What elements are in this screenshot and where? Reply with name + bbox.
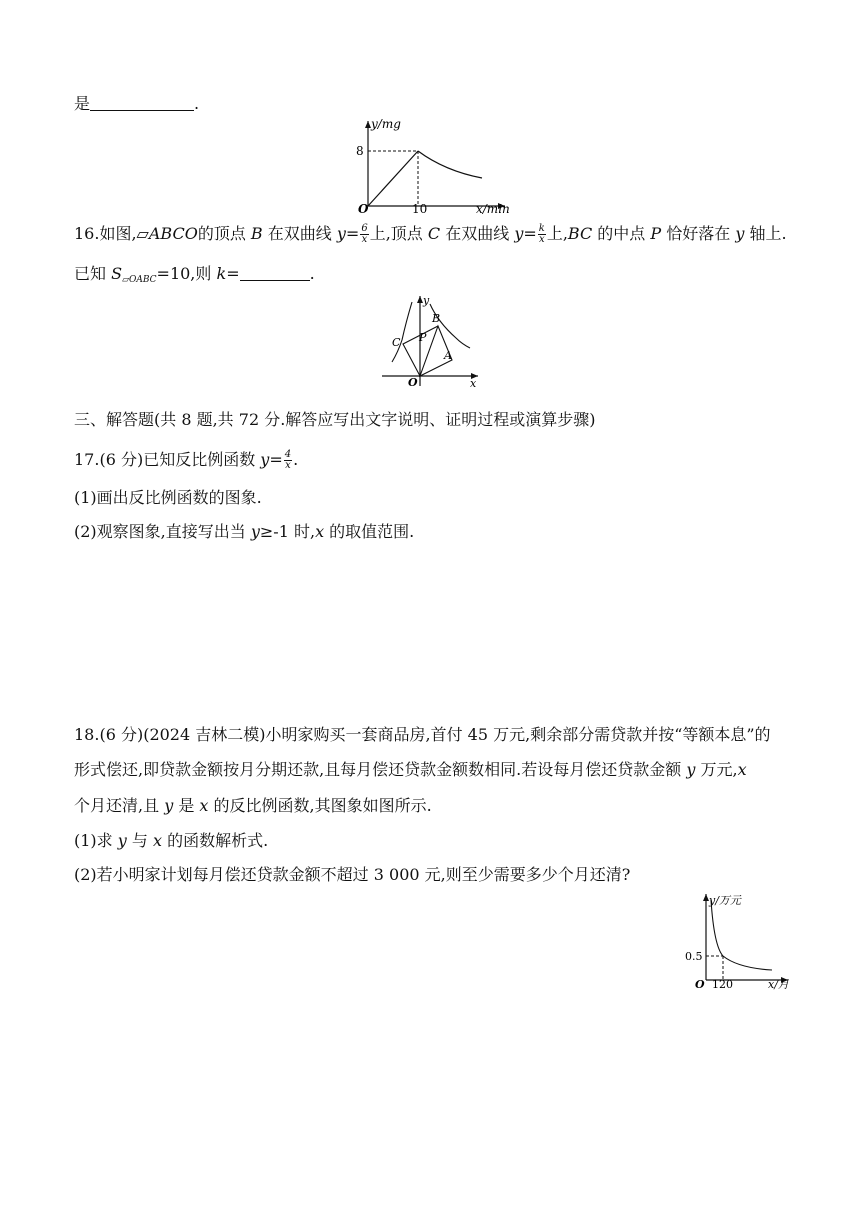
q18-var-y: y (686, 760, 696, 779)
q18-line1: 18.(6 分)(2024 吉林二模)小明家购买一套商品房,首付 45 万元,剩余部分需贷款并按“等额本息”的 (74, 725, 771, 744)
q16-text: 已知 (74, 264, 112, 283)
q18-text: 是 (173, 796, 200, 815)
q18-figure (680, 888, 795, 996)
q16-equals: = (523, 224, 537, 243)
q16-var-y: y (336, 224, 346, 243)
section-3-heading: 三、解答题(共 8 题,共 72 分.解答应写出文字说明、证明过程或演算步骤) (74, 410, 596, 429)
q18-var-x: x (153, 831, 163, 850)
q18-text: 形式偿还,即贷款金额按月分期还款,且每月偿还贷款金额数相同.若设每月偿还贷款金额 (74, 760, 687, 779)
q18-part1 (74, 831, 268, 851)
q17-equals: = (269, 450, 283, 469)
q15-prefix: 是 (74, 94, 91, 113)
q15-suffix: . (194, 94, 200, 113)
q16-text: . (309, 264, 315, 283)
q18-var-y: y (164, 796, 174, 815)
q17-part2 (74, 522, 414, 542)
q18-x-label: x/月 (768, 978, 789, 991)
fraction-denominator: x (538, 234, 545, 245)
q16-point-c: C (427, 224, 441, 243)
q16-fraction-k-over-x (538, 224, 546, 245)
q15-decay-curve (418, 151, 482, 178)
q16-text: 的顶点 (197, 224, 251, 243)
q16-var-y: y (735, 224, 745, 243)
q18-text: 的函数解析式. (162, 831, 269, 850)
q15-rise-segment (368, 151, 418, 206)
fraction-numerator: k (538, 223, 545, 234)
q17-text: ≥-1 时, (259, 522, 316, 541)
fraction-denominator: x (361, 234, 368, 245)
q16-text: 在双曲线 (262, 224, 337, 243)
q16-equals: = (226, 264, 240, 283)
q16-y-label: y (423, 294, 430, 307)
q16-fraction-6-over-x (360, 224, 368, 245)
q16-text: 16.如图,▱ (74, 224, 149, 243)
q18-line2 (74, 760, 747, 780)
q16-line1 (74, 224, 787, 245)
q16-var-k: k (216, 264, 227, 283)
fraction-numerator: 4 (284, 449, 292, 460)
q15-y-tick: 8 (356, 144, 364, 158)
q18-y-label: y/万元 (709, 894, 741, 907)
q16-line2 (74, 264, 315, 290)
q16-origin: O (408, 376, 418, 389)
q17-text: (2)观察图象,直接写出当 (74, 522, 251, 541)
q18-var-x: x (199, 796, 209, 815)
q16-segment-bc: BC (567, 224, 593, 243)
q17-stem (74, 450, 298, 471)
q16-parallelogram-name: ABCO (148, 224, 198, 243)
q16-text: 上,顶点 (369, 224, 428, 243)
q16-equals: = (345, 224, 360, 243)
q16-text: 恰好落在 (661, 224, 736, 243)
q18-var-y: y (117, 831, 127, 850)
q16-hyperbola-right (430, 304, 470, 348)
q16-hyperbola-left (392, 302, 412, 362)
q18-part2: (2)若小明家计划每月偿还贷款金额不超过 3 000 元,则至少需要多少个月还清? (74, 865, 631, 884)
fraction-denominator: x (285, 460, 291, 471)
q17-var-y: y (250, 522, 260, 541)
q15-figure (340, 116, 510, 214)
q16-text: =10,则 (156, 264, 217, 283)
fraction-numerator: 6 (361, 223, 368, 234)
q18-x-tick: 120 (712, 978, 733, 991)
q16-text: 上, (546, 224, 568, 243)
q17-part1: (1)画出反比例函数的图象. (74, 488, 262, 507)
q15-x-label: x/min (476, 202, 510, 214)
q16-answer-blank[interactable] (240, 264, 310, 281)
q16-label-a: A (444, 349, 452, 362)
q18-text: 个月还清,且 (74, 796, 165, 815)
q16-label-c: C (392, 336, 401, 349)
q16-x-label: x (470, 377, 477, 390)
q18-origin: O (695, 978, 705, 991)
q16-figure (378, 292, 486, 390)
q17-fraction-4-over-x (284, 450, 292, 471)
q15-origin: O (358, 202, 369, 214)
q17-var-y: y (260, 450, 270, 469)
q15-y-label: y/mg (371, 117, 401, 131)
q18-text: (1)求 (74, 831, 118, 850)
q17-text: 17.(6 分)已知反比例函数 (74, 450, 261, 469)
q17-var-x: x (315, 522, 325, 541)
q16-area-symbol: S (111, 264, 123, 283)
q16-text: 的中点 (592, 224, 651, 243)
q16-label-b: B (432, 312, 441, 325)
q16-area-subscript: ▱OABC (122, 275, 157, 285)
q16-label-p: P (419, 331, 427, 344)
q18-text: 的反比例函数,其图象如图所示. (208, 796, 432, 815)
q15-answer-blank[interactable] (90, 94, 194, 111)
q18-text: 万元, (695, 760, 738, 779)
q18-var-x: x (737, 760, 747, 779)
q15-answer-line (74, 94, 199, 114)
q16-point-b: B (250, 224, 263, 243)
q18-text: 与 (126, 831, 153, 850)
q18-line3 (74, 796, 432, 816)
q16-text: 在双曲线 (440, 224, 515, 243)
q18-y-tick: 0.5 (685, 950, 703, 963)
q15-x-tick: 10 (412, 202, 428, 214)
q17-text: 的取值范围. (324, 522, 415, 541)
q18-hyperbola (711, 900, 772, 970)
q16-text: 轴上. (744, 224, 787, 243)
q17-text: . (293, 450, 299, 469)
q16-point-p: P (650, 224, 662, 243)
q16-var-y: y (514, 224, 524, 243)
